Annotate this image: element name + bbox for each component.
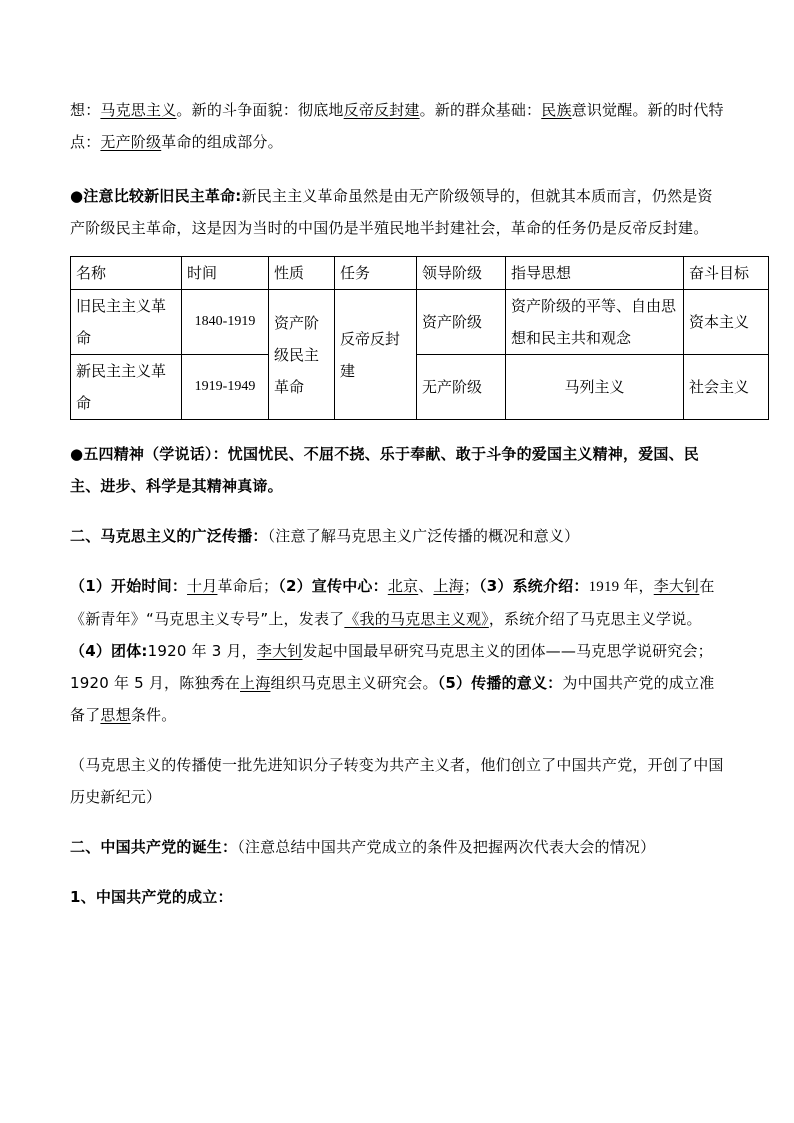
table-header-row [71, 257, 769, 290]
text-segment: 。新的斗争面貌：彻底地 [176, 101, 344, 119]
text-segment: ； [463, 577, 480, 595]
section-heading-cpc-birth [70, 831, 724, 863]
text-segment: 革命的组成部分。 [161, 133, 283, 151]
paragraph-text: 新民主主义革命虽然是由无产阶级领导的，但就其本质而言，仍然是资产阶级民主革命，这是因为当时的中国仍是半殖民地半封建社会，革命的任务仍是反帝反封建。 [70, 187, 713, 237]
underlined-term: 思想 [100, 706, 131, 724]
table-cell-task: 反帝反封建 [335, 290, 417, 420]
text-segment: 意识觉醒。新的时代特点： [70, 101, 724, 151]
underlined-term: 李大钊 [653, 577, 700, 595]
text-segment: 1919 年， [588, 579, 654, 595]
table-cell-name: 新民主主义革命 [71, 355, 182, 420]
section-heading-marxism-spread [70, 520, 724, 552]
text-segment: 发起中国最早研究马克思主义的团体——马克思学说研究会；1920 年 5 月，陈独秀在 [70, 642, 713, 692]
text-segment: 1920 年 3 月， [147, 642, 257, 660]
table-cell-nature: 资产阶级民主革命 [269, 290, 335, 420]
paragraph-may-fourth-spirit: ●五四精神（学说话）：忧国忧民、不屈不挠、乐于奉献、敢于斗争的爱国主义精神，爱国、民主、进步、科学是其精神真谛。 [70, 445, 699, 495]
paragraph-new-revolution-features [70, 94, 724, 158]
table-cell-ideology: 马列主义 [506, 355, 684, 420]
table-header-cell: 名称 [71, 257, 182, 290]
underlined-term: 北京 [387, 577, 419, 595]
table-cell-goal: 社会主义 [684, 355, 769, 420]
section-title: 二、中国共产党的诞生： [70, 838, 238, 856]
paragraph-marxism-spread-details [70, 570, 724, 731]
table-header-cell: 领导阶级 [417, 257, 506, 290]
paragraph-marxism-impact: （马克思主义的传播使一批先进知识分子转变为共产主义者，他们创立了中国共产党，开创了中国历史新纪元） [70, 756, 724, 806]
text-segment: 革命后； [217, 577, 279, 595]
underlined-term: 马克思主义 [100, 101, 177, 119]
point-label: （2）宣传中心： [278, 577, 388, 595]
text-segment: 、 [418, 577, 434, 595]
underlined-term: 反帝反封建 [343, 101, 420, 119]
underlined-term: 十月 [187, 577, 218, 595]
underlined-term: 无产阶级 [100, 133, 162, 151]
table-header-cell: 任务 [335, 257, 417, 290]
underlined-term: 上海 [433, 577, 464, 595]
table-row [71, 355, 769, 420]
subsection-heading-cpc-founding: 1、中国共产党的成立： [70, 888, 233, 906]
text-segment: ，系统介绍了马克思主义学说。 [488, 610, 702, 628]
table-cell-time: 1840-1919 [182, 290, 269, 355]
point-label: （3）系统介绍： [479, 577, 589, 595]
section-note: （注意了解马克思主义广泛传播的概况和意义） [267, 527, 580, 545]
point-label: （4）团体: [70, 642, 148, 660]
text-segment: 。新的群众基础： [419, 101, 542, 119]
table-cell-ideology: 资产阶级的平等、自由思想和民主共和观念 [506, 290, 684, 355]
table-cell-leader: 无产阶级 [417, 355, 506, 420]
text-segment: 想： [70, 101, 101, 119]
paragraph-compare-revolutions [70, 180, 724, 244]
table-cell-name: 旧民主主义革命 [71, 290, 182, 355]
section-title: 二、马克思主义的广泛传播： [70, 527, 268, 545]
point-label: （5）传播的意义： [437, 674, 563, 692]
underlined-term: 民族 [541, 101, 572, 119]
table-cell-time: 1919-1949 [182, 355, 269, 420]
point-label: （1）开始时间： [70, 577, 188, 595]
underlined-term: 《我的马克思主义观》 [344, 610, 489, 628]
table-header-cell: 时间 [182, 257, 269, 290]
table-cell-goal: 资本主义 [684, 290, 769, 355]
section-note: （注意总结中国共产党成立的条件及把握两次代表大会的情况） [237, 838, 656, 856]
bullet-heading: ●注意比较新旧民主革命: [70, 187, 242, 205]
text-segment: 组织马克思主义研究会。 [270, 674, 438, 692]
table-header-cell: 性质 [269, 257, 335, 290]
table-cell-leader: 资产阶级 [417, 290, 506, 355]
text-segment: 为中国共产党的成立准备了 [70, 674, 715, 724]
text-segment: 在《新青年》“马克思主义专号”上，发表了 [70, 577, 715, 628]
revolution-comparison-table [70, 256, 769, 420]
table-header-cell: 奋斗目标 [684, 257, 769, 290]
underlined-term: 李大钊 [256, 642, 303, 660]
table-header-cell: 指导思想 [506, 257, 684, 290]
underlined-term: 上海 [240, 674, 271, 692]
text-segment: 条件。 [130, 706, 177, 724]
table-row [71, 290, 769, 355]
